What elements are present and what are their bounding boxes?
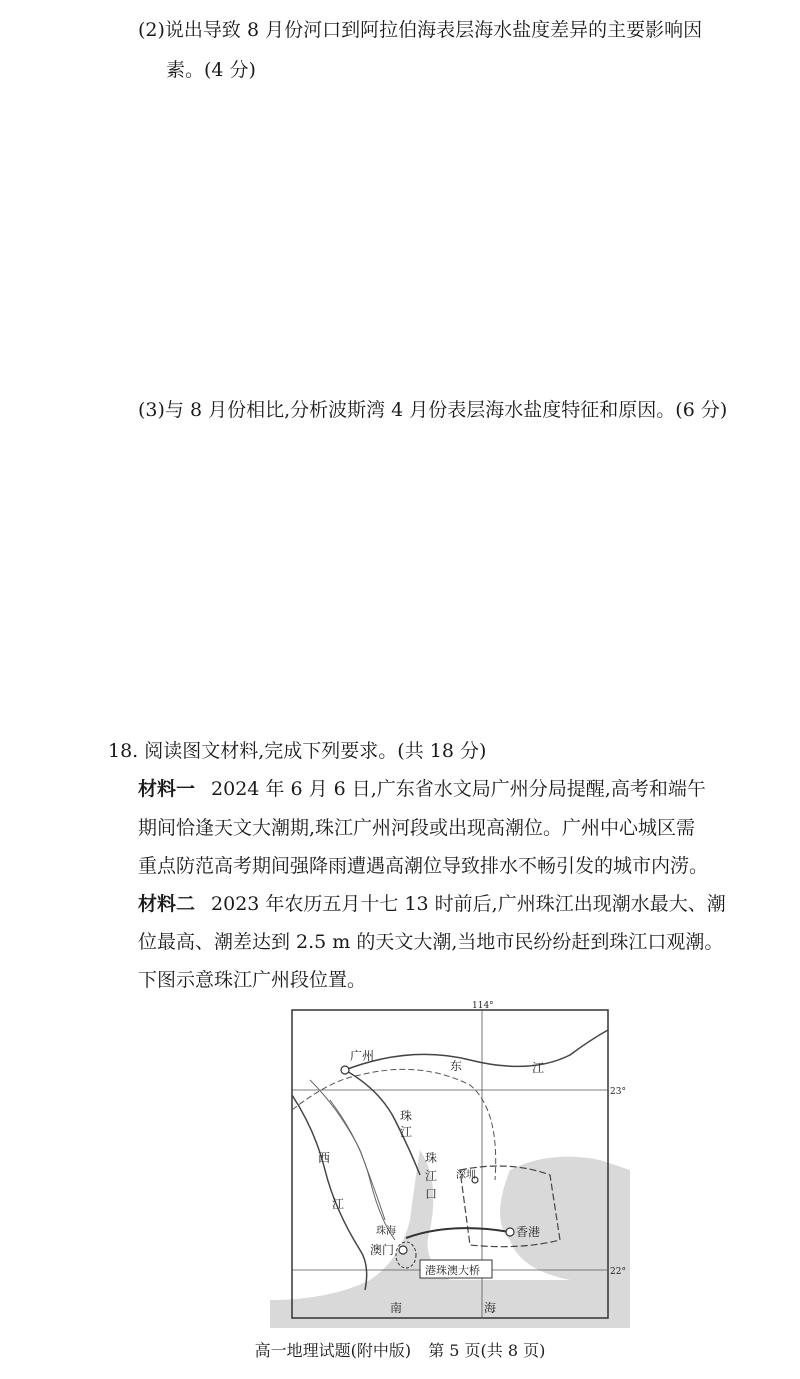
- zhujiang-label-2: 江: [400, 1125, 413, 1139]
- question-2-line-2: 素。(4 分): [166, 59, 256, 81]
- material-2-text-1: 2023 年农历五月十七 13 时前后,广州珠江出现潮水最大、潮: [211, 893, 726, 915]
- estuary-label-3: 口: [425, 1187, 438, 1201]
- zhujiang-label-1: 珠: [400, 1109, 413, 1123]
- dongjiang-label-2: 江: [532, 1061, 545, 1075]
- material-2-line-1: [138, 891, 726, 917]
- question-18-heading: 18. 阅读图文材料,完成下列要求。(共 18 分): [108, 740, 487, 762]
- xijiang-label-2: 江: [332, 1197, 345, 1211]
- guangzhou-label: 广州: [350, 1049, 375, 1063]
- zhuhai-label: 珠海: [376, 1226, 396, 1237]
- longitude-label: 114°: [472, 1001, 494, 1011]
- material-1-line-3: 重点防范高考期间强降雨遭遇高潮位导致排水不畅引发的城市内涝。: [138, 855, 709, 877]
- bridge-label: 港珠澳大桥: [425, 1264, 480, 1277]
- macau-label: 澳门: [370, 1243, 395, 1257]
- material-2-line-2: 位最高、潮差达到 2.5 m 的天文大潮,当地市民纷纷赶到珠江口观潮。: [138, 931, 724, 953]
- shenzhen-label: 深圳: [456, 1170, 476, 1181]
- question-2-line-1: (2)说出导致 8 月份河口到阿拉伯海表层海水盐度差异的主要影响因: [138, 19, 703, 41]
- hongkong-label: 香港: [516, 1225, 541, 1239]
- estuary-label-2: 江: [425, 1169, 438, 1183]
- river-branch-1: [310, 1080, 385, 1220]
- material-1-text-1: 2024 年 6 月 6 日,广东省水文局广州分局提醒,高考和端午: [211, 778, 706, 800]
- river-branch-2: [330, 1100, 395, 1240]
- material-1-line-2: 期间恰逢天文大潮期,珠江广州河段或出现高潮位。广州中心城区需: [138, 817, 696, 839]
- dongjiang-label-1: 东: [450, 1059, 463, 1073]
- macau-marker: [399, 1246, 407, 1254]
- material-1-line-1: [138, 776, 706, 802]
- estuary-label-1: 珠: [425, 1151, 438, 1165]
- dongjiang-river: [345, 1030, 608, 1070]
- sea-label-2: 海: [484, 1301, 497, 1315]
- latitude-22-label: 22°: [610, 1267, 626, 1277]
- material-2-label: 材料二: [138, 893, 196, 915]
- page-footer: [0, 1340, 800, 1362]
- guangzhou-marker: [341, 1066, 349, 1074]
- pearl-river-map: [270, 1000, 630, 1328]
- sea-label-1: 南: [390, 1301, 403, 1315]
- footer-title: 高一地理试题(附中版): [254, 1341, 412, 1360]
- xijiang-label-1: 西: [318, 1151, 331, 1165]
- sea-east: [500, 1157, 630, 1280]
- xijiang-river: [292, 1095, 367, 1290]
- material-2-line-3: 下图示意珠江广州段位置。: [138, 969, 367, 991]
- question-3: (3)与 8 月份相比,分析波斯湾 4 月份表层海水盐度特征和原因。(6 分): [138, 399, 728, 421]
- hongkong-marker: [506, 1228, 514, 1236]
- material-1-label: 材料一: [138, 778, 196, 800]
- latitude-23-label: 23°: [610, 1087, 626, 1097]
- footer-page: 第 5 页(共 8 页): [428, 1341, 546, 1360]
